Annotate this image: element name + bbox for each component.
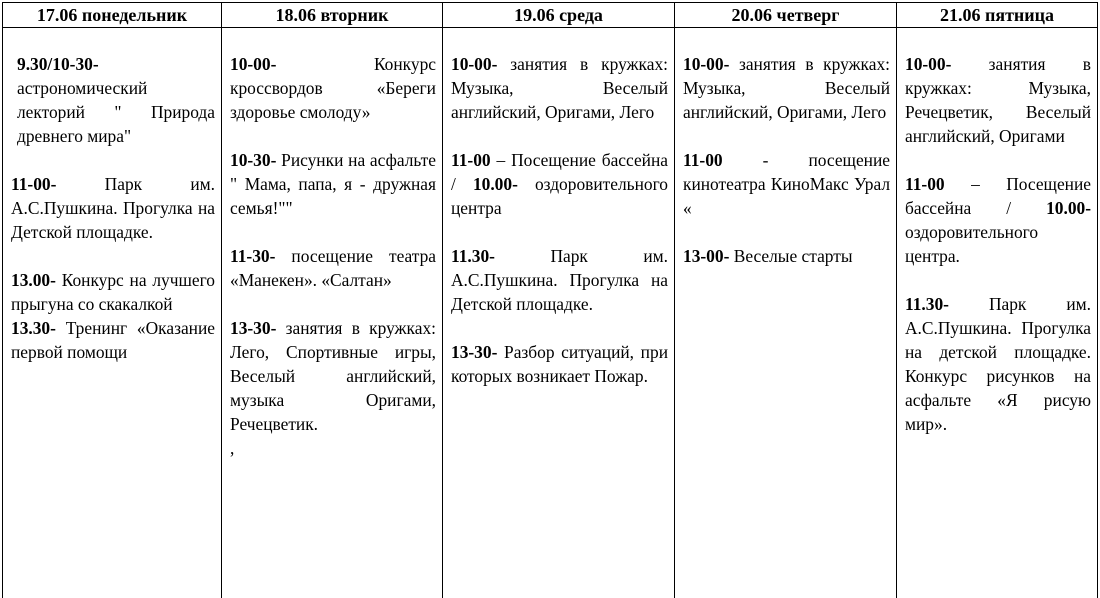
event-text: посещение театра «Манекен». «Салтан» bbox=[230, 246, 436, 290]
event-text: Разбор ситуаций, при которых возникает Пожар. bbox=[451, 342, 668, 386]
event-time: 11-30- bbox=[230, 246, 276, 266]
event-text: Парк им. А.С.Пушкина. Прогулка на Детской площадке. bbox=[11, 174, 215, 242]
event-entry bbox=[230, 52, 436, 124]
event-time: 10-00- bbox=[451, 54, 498, 74]
event-text: Рисунки на асфальте " Мама, папа, я - дружная семья!"" bbox=[230, 150, 436, 218]
day-cell-friday bbox=[897, 28, 1098, 598]
event-entry bbox=[451, 244, 668, 316]
event-time: 11.30- bbox=[905, 294, 949, 314]
event-text: - посещение кинотеатра КиноМакс Урал « bbox=[683, 150, 890, 218]
event-entry bbox=[230, 148, 436, 220]
event-time: 13-30- bbox=[230, 318, 277, 338]
event-time: 11-00 bbox=[905, 174, 945, 194]
event-text: Парк им. А.С.Пушкина. Прогулка на детской площадке. Конкурс рисунков на асфальте «Я рисую мир». bbox=[905, 294, 1091, 434]
day-header-friday: 21.06 пятница bbox=[897, 3, 1098, 28]
event-entry bbox=[230, 244, 436, 292]
event-time: 9.30/10-30- bbox=[17, 54, 99, 74]
event-text: занятия в кружках: Лего, Спортивные игры, Веселый английский, музыка Оригами, Речецветик. bbox=[230, 318, 436, 434]
event-time: 13.30- bbox=[11, 318, 56, 338]
event-time-alt: 10.00- bbox=[472, 174, 518, 194]
day-header-thursday: 20.06 четверг bbox=[675, 3, 897, 28]
event-text: астрономический лекторий " Природа древнего мира" bbox=[17, 78, 215, 146]
event-entry bbox=[11, 268, 215, 316]
day-cell-wednesday bbox=[443, 28, 675, 598]
event-entry bbox=[11, 316, 215, 364]
event-entry bbox=[905, 172, 1091, 268]
event-entry bbox=[683, 148, 890, 220]
day-cell-tuesday bbox=[222, 28, 443, 598]
day-header-wednesday: 19.06 среда bbox=[443, 3, 675, 28]
event-text: – Посещение бассейна / bbox=[905, 174, 1091, 218]
event-entry bbox=[683, 244, 890, 268]
event-entry bbox=[905, 52, 1091, 148]
event-entry bbox=[230, 436, 436, 460]
event-entry bbox=[451, 148, 668, 220]
event-time: 13-30- bbox=[451, 342, 498, 362]
event-entry bbox=[230, 316, 436, 436]
event-time: 11-00- bbox=[11, 174, 57, 194]
event-time: 10-00- bbox=[683, 54, 730, 74]
events-row bbox=[3, 28, 1098, 598]
event-text: занятия в кружках: Музыка, Веселый английский, Оригами, Лего bbox=[683, 54, 890, 122]
event-text: – Посещение бассейна / bbox=[451, 150, 668, 194]
event-entry bbox=[683, 52, 890, 124]
event-text-alt: оздоровительного центра bbox=[451, 174, 668, 218]
event-time: 10-00- bbox=[905, 54, 952, 74]
day-header-monday: 17.06 понедельник bbox=[3, 3, 222, 28]
day-cell-monday bbox=[3, 28, 222, 598]
event-entry bbox=[451, 340, 668, 388]
event-time: 11.30- bbox=[451, 246, 495, 266]
event-text: Парк им. А.С.Пушкина. Прогулка на Детской площадке. bbox=[451, 246, 668, 314]
event-text: , bbox=[230, 438, 235, 458]
event-time-alt: 10.00- bbox=[1046, 198, 1091, 218]
event-text: Веселые старты bbox=[729, 246, 853, 266]
event-time: 13-00- bbox=[683, 246, 730, 266]
event-text: Конкурс кроссвордов «Береги здоровье смолоду» bbox=[230, 54, 436, 122]
event-text: занятия в кружках: Музыка, Речецветик, Веселый английский, Оригами bbox=[905, 54, 1091, 146]
event-text-alt: оздоровительного центра. bbox=[905, 222, 1039, 266]
day-header-tuesday: 18.06 вторник bbox=[222, 3, 443, 28]
event-entry bbox=[905, 292, 1091, 436]
event-text: Конкурс на лучшего прыгуна со скакалкой bbox=[11, 270, 215, 314]
day-cell-thursday bbox=[675, 28, 897, 598]
event-time: 13.00- bbox=[11, 270, 56, 290]
event-time: 10-30- bbox=[230, 150, 277, 170]
event-entry bbox=[11, 52, 215, 148]
header-row bbox=[3, 3, 1098, 28]
event-time: 11-00 bbox=[683, 150, 723, 170]
event-entry bbox=[11, 172, 215, 244]
event-time: 10-00- bbox=[230, 54, 277, 74]
event-text: Тренинг «Оказание первой помощи bbox=[11, 318, 215, 362]
event-entry bbox=[451, 52, 668, 124]
event-text: занятия в кружках: Музыка, Веселый английский, Оригами, Лего bbox=[451, 54, 668, 122]
weekly-schedule-table bbox=[2, 2, 1098, 598]
event-time: 11-00 bbox=[451, 150, 491, 170]
